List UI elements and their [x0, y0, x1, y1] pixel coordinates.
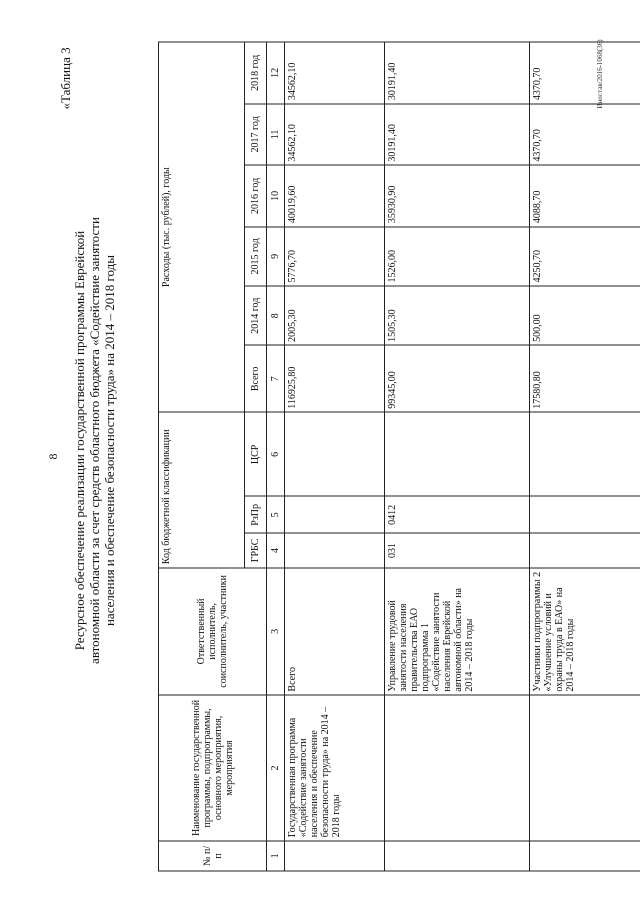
cell-executor: Управление трудовой занятости населения правительства ЕАО подпрограмма 1 «Содействие занятости населения Еврейской автономной области» на 2014 – 2018 годы: [385, 567, 530, 694]
table-label: «Таблица 3: [58, 46, 73, 109]
col-number: 9: [267, 226, 285, 285]
col-number: 1: [267, 840, 285, 870]
cell-executor: Всего: [285, 567, 385, 694]
cell-2017: 30191,40: [385, 103, 530, 165]
col-number: 10: [267, 165, 285, 227]
cell-grbs: [285, 533, 385, 568]
cell-num: [285, 840, 385, 870]
cell-executor: Участники подпрограммы 2 «Улучшение условий и охраны труда в ЕАО» на 2014 – 2018 годы: [530, 567, 640, 694]
cell-2018: 34562,10: [285, 42, 385, 104]
header-total: Всего: [245, 345, 267, 412]
header-csr: ЦСР: [245, 412, 267, 496]
cell-2017: 4370,70: [530, 103, 640, 165]
header-2016: 2016 год: [245, 165, 267, 227]
cell-2015: 4250,70: [530, 226, 640, 285]
cell-total: 116925,80: [285, 345, 385, 412]
header-grbs: ГРБС: [245, 533, 267, 568]
document-title: Ресурсное обеспечение реализации государственной программы Еврейской автономной области за счет средств областного бюджета «Содействие занятости населения и обеспечение безопасности труда» на 2014 – 2018 годы: [72, 216, 117, 664]
table-row: [385, 42, 530, 871]
cell-csr: [385, 412, 530, 496]
header-2014: 2014 год: [245, 286, 267, 345]
col-number: 11: [267, 103, 285, 165]
col-number: 12: [267, 42, 285, 104]
resource-table: [158, 38, 640, 871]
cell-rzpr: 0412: [385, 496, 530, 533]
col-number: 6: [267, 412, 285, 496]
col-number: 7: [267, 345, 285, 412]
cell-2015: 5776,70: [285, 226, 385, 285]
cell-2016: 35930,90: [385, 165, 530, 227]
header-name: Наименование государственной программы, подпрограммы, основного мероприятия, мероприятия: [159, 695, 267, 841]
header-2015: 2015 год: [245, 226, 267, 285]
cell-2018: 4370,70: [530, 42, 640, 104]
col-number: 2: [267, 695, 285, 841]
cell-csr: [285, 412, 385, 496]
cell-2014: 2005,30: [285, 286, 385, 345]
table-row: [285, 42, 385, 871]
header-expenses: Расходы (тыс. рублей), годы: [159, 42, 245, 412]
cell-2015: 1526,00: [385, 226, 530, 285]
cell-2014: 500,00: [530, 286, 640, 345]
col-number: 5: [267, 496, 285, 533]
col-number: 3: [267, 567, 285, 694]
cell-total: 17580,80: [530, 345, 640, 412]
header-budget-code: Код бюджетной классификации: [159, 412, 245, 567]
col-number: 4: [267, 533, 285, 568]
cell-2014: 1505,30: [385, 286, 530, 345]
cell-name: [530, 695, 640, 841]
cell-name: [385, 695, 530, 841]
document-code: Иностав/2016-1068(36): [596, 38, 604, 108]
header-2017: 2017 год: [245, 103, 267, 165]
cell-2016: 40019,60: [285, 165, 385, 227]
col-number: 8: [267, 286, 285, 345]
header-executor: Ответственный исполнитель, соисполнитель, участники: [159, 567, 267, 694]
header-2018: 2018 год: [245, 42, 267, 104]
cell-csr: [530, 412, 640, 496]
cell-total: 99345,00: [385, 345, 530, 412]
table-row: [530, 42, 640, 871]
header-rzpr: РзПр: [245, 496, 267, 533]
cell-num: [385, 840, 530, 870]
cell-rzpr: [530, 496, 640, 533]
cell-grbs: 031: [385, 533, 530, 568]
cell-2018: 30191,40: [385, 42, 530, 104]
header-num: № п/п: [159, 840, 267, 870]
cell-2017: 34562,10: [285, 103, 385, 165]
cell-2016: 4088,70: [530, 165, 640, 227]
cell-num: [530, 840, 640, 870]
page-number: 8: [46, 453, 60, 459]
cell-grbs: [530, 533, 640, 568]
cell-name: Государственная программа «Содействие занятости населения и обеспечение безопасности труда» на 2014 – 2018 годы: [285, 695, 385, 841]
cell-rzpr: [285, 496, 385, 533]
